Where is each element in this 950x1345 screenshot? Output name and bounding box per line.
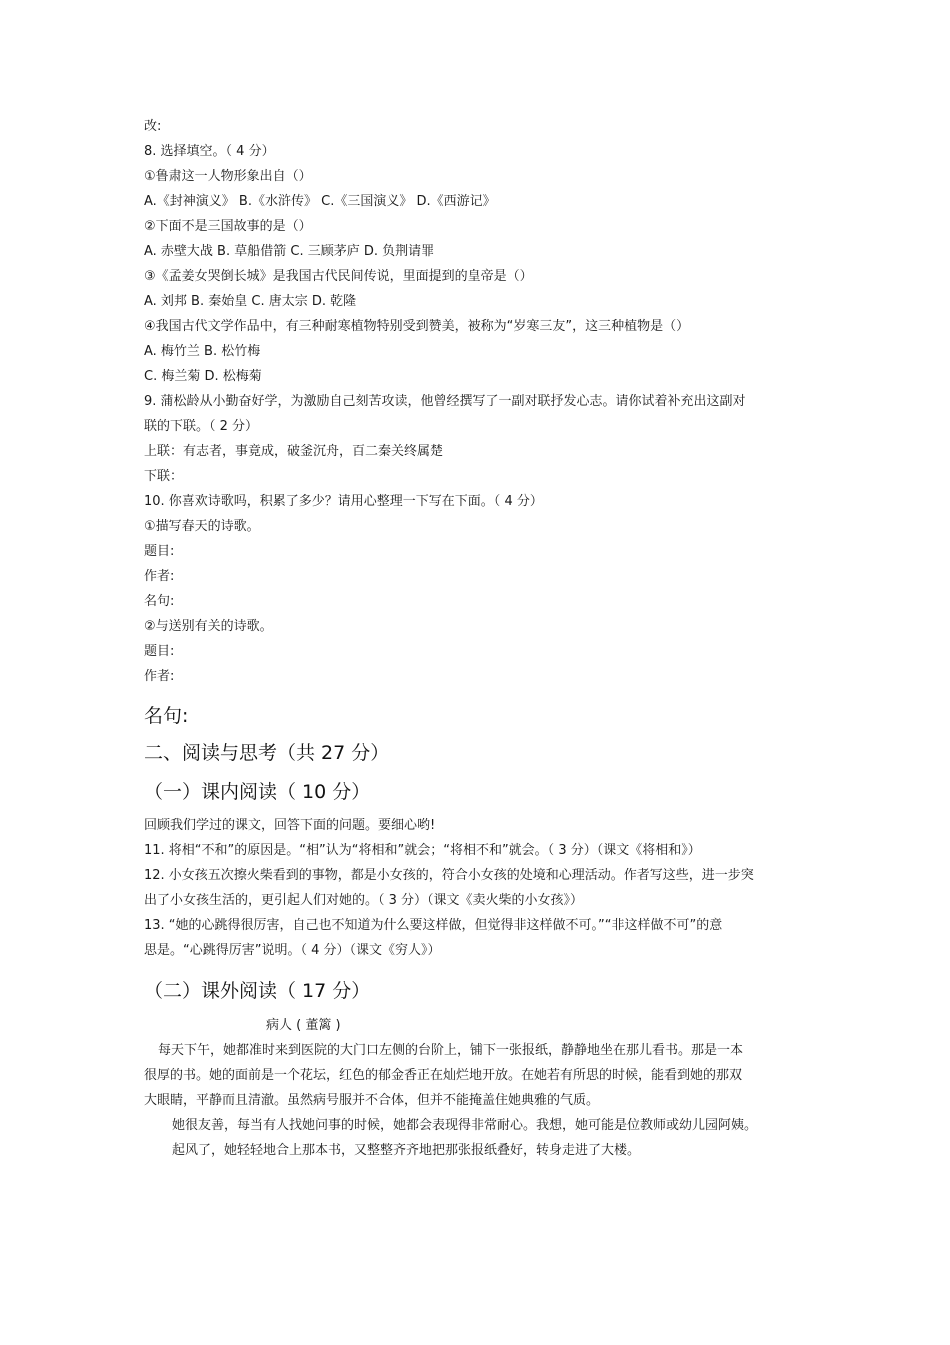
question-13: 13. “她的心跳得很厉害，自己也不知道为什么要这样做，但觉得非这样做不可。”“非这样做不可”的意	[144, 918, 723, 933]
section2-heading: （二）课外阅读（ 17 分）	[144, 980, 371, 1002]
text-line: ④我国古代文学作品中，有三种耐寒植物特别受到赞美，被称为“岁寒三友”，这三种植物是（）	[144, 319, 690, 334]
couplet-lower: 下联：	[144, 469, 184, 484]
text-line: 题目:	[144, 544, 175, 559]
section1-heading: （一）课内阅读（ 10 分）	[144, 781, 371, 803]
story-title: 病人 ( 董篱 )	[266, 1018, 341, 1033]
question-8: 8. 选择填空。（ 4 分）	[144, 144, 275, 159]
text-line: 思是。“心跳得厉害”说明。（ 4 分）（课文《穷人》）	[144, 943, 441, 958]
story-paragraph: 每天下午，她都准时来到医院的大门口左侧的台阶上，铺下一张报纸，静静地坐在那儿看书。那是一本	[158, 1043, 744, 1058]
story-paragraph: 很厚的书。她的面前是一个花坛，红色的郁金香正在灿烂地开放。在她若有所思的时候，能看到她的那双	[144, 1068, 743, 1083]
text-line: 名句:	[144, 594, 175, 609]
text-line: 作者:	[144, 569, 175, 584]
text-line: 作者:	[144, 669, 175, 684]
text-line: 出了小女孩生活的，更引起人们对她的。（ 3 分）（课文《卖火柴的小女孩》）	[144, 893, 584, 908]
options-line: A. 赤壁大战 B. 草船借箭 C. 三顾茅庐 D. 负荆请罪	[144, 244, 435, 259]
text-line: ①描写春天的诗歌。	[144, 519, 260, 534]
text-line: 回顾我们学过的课文，回答下面的问题。要细心哟!	[144, 818, 436, 833]
mingju-heading: 名句:	[144, 705, 189, 727]
text-line: ②下面不是三国故事的是（）	[144, 219, 312, 234]
story-paragraph: 大眼睛，平静而且清澈。虽然病号服并不合体，但并不能掩盖住她典雅的气质。	[144, 1093, 600, 1108]
question-10: 10. 你喜欢诗歌吗，积累了多少？请用心整理一下写在下面。（ 4 分）	[144, 494, 543, 509]
couplet-upper: 上联：有志者，事竟成，破釜沉舟，百二秦关终属楚	[144, 444, 444, 459]
question-9: 9. 蒲松龄从小勤奋好学，为激励自己刻苦攻读，他曾经撰写了一副对联抒发心志。请你试着补充出这副对	[144, 394, 746, 409]
story-paragraph: 她很友善，每当有人找她问事的时候，她都会表现得非常耐心。我想，她可能是位教师或幼儿园阿姨。	[172, 1118, 758, 1133]
options-line: A. 刘邦 B. 秦始皇 C. 唐太宗 D. 乾隆	[144, 294, 357, 309]
options-line: A. 梅竹兰 B. 松竹梅	[144, 344, 261, 359]
text-line: ①鲁肃这一人物形象出自（）	[144, 169, 312, 184]
options-line: A.《封神演义》 B.《水浒传》 C.《三国演义》 D.《西游记》	[144, 194, 496, 209]
text-line: 联的下联。（ 2 分）	[144, 419, 259, 434]
question-12: 12. 小女孩五次擦火柴看到的事物，都是小女孩的，符合小女孩的处境和心理活动。作者写这些，进一步突	[144, 868, 754, 883]
text-line: 题目:	[144, 644, 175, 659]
story-paragraph: 起风了，她轻轻地合上那本书，又整整齐齐地把那张报纸叠好，转身走进了大楼。	[172, 1143, 641, 1158]
part2-heading: 二、阅读与思考（共 27 分）	[144, 742, 390, 764]
text-line: 改:	[144, 119, 162, 134]
question-11: 11. 将相“不和”的原因是。“相”认为“将相和”就会；“将相不和”就会。（ 3 分）（课文《将相和》）	[144, 843, 701, 858]
text-line: ②与送别有关的诗歌。	[144, 619, 273, 634]
text-line: ③《孟姜女哭倒长城》是我国古代民间传说，里面提到的皇帝是（）	[144, 269, 533, 284]
options-line: C. 梅兰菊 D. 松梅菊	[144, 369, 262, 384]
